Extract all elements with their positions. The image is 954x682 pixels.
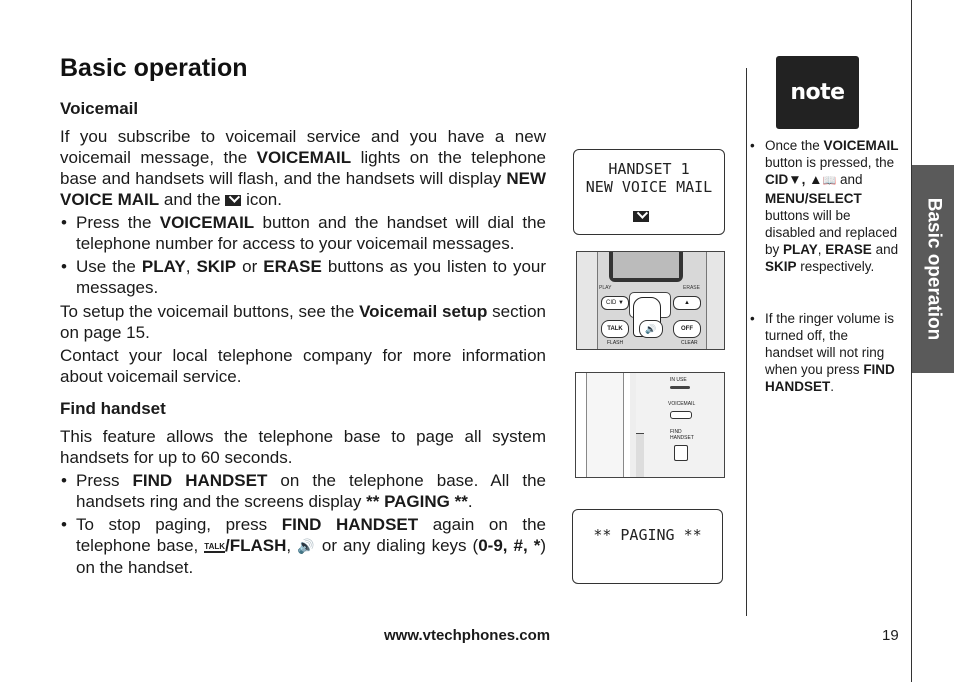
cid-button[interactable]: CID ▼: [601, 296, 629, 310]
in-use-light: [670, 386, 690, 389]
star-key-icon: *: [533, 536, 541, 555]
section-tab-label: Basic operation: [923, 197, 945, 341]
erase-label: ERASE: [683, 285, 700, 291]
note-badge: note: [776, 56, 859, 129]
voicemail-heading: Voicemail: [60, 99, 139, 118]
handset-keypad-illustration: [576, 251, 725, 350]
page-number: 19: [882, 627, 899, 644]
telephone-base-illustration: [575, 372, 725, 478]
lcd-paging-line: ** PAGING **: [593, 526, 702, 544]
voicemail-button[interactable]: [670, 411, 692, 419]
page-title: Basic operation: [60, 54, 248, 82]
talk-icon: TALK: [204, 542, 226, 551]
find-handset-bullet-2: • To stop paging, press FIND HANDSET again on the telephone base, TALK/FLASH, 🔊 or any dialing keys (0-9, #, *) on the handset.: [76, 514, 546, 578]
clear-label: CLEAR: [681, 340, 698, 346]
find-handset-label: FIND HANDSET: [670, 429, 694, 441]
voicemail-intro: If you subscribe to voicemail service and you have a new voicemail message, the VOICEMAIL lights on the telephone base and handsets will flash, and the handsets will display NEW VOICE MAIL and the icon.: [60, 127, 546, 209]
phonebook-icon: 📖: [822, 175, 837, 187]
lcd-screen-paging: [572, 509, 723, 584]
find-handset-intro: This feature allows the telephone base to page all system handsets for up to 60 seconds.: [60, 427, 546, 467]
talk-button[interactable]: TALK: [601, 320, 629, 338]
note-item-1: • Once the VOICEMAIL button is pressed, the CID▼, ▲📖 and MENU/SELECT buttons will be disabled and replaced by PLAY, ERASE and SKIP respectively.: [765, 137, 899, 275]
voicemail-contact-text: Contact your local telephone company for more information about voicemail service.: [60, 346, 546, 386]
speaker-button[interactable]: 🔊: [639, 320, 663, 338]
lcd-line-1: HANDSET 1: [608, 160, 690, 178]
up-arrow-button[interactable]: ▲: [673, 296, 701, 310]
lcd-screen-voicemail: [573, 149, 725, 235]
find-handset-button[interactable]: [674, 445, 688, 461]
in-use-label: IN USE: [670, 377, 687, 383]
flash-label: FLASH: [607, 340, 624, 346]
find-handset-heading: Find handset: [60, 399, 166, 418]
envelope-icon: [633, 208, 649, 226]
voicemail-bullet-1: • Press the VOICEMAIL button and the handset will dial the telephone number for access to your voicemail messages.: [76, 212, 546, 254]
find-handset-bullet-1: • Press FIND HANDSET on the telephone base. All the handsets ring and the screens display ** PAGING **.: [76, 470, 546, 512]
play-label: PLAY: [599, 285, 612, 291]
note-item-2: • If the ringer volume is turned off, the handset will not ring when you press FIND HANDSET.: [765, 310, 899, 395]
lcd-line-2: NEW VOICE MAIL: [585, 178, 713, 196]
column-divider: [746, 68, 747, 616]
off-button[interactable]: OFF: [673, 320, 701, 338]
speaker-icon: 🔊: [297, 538, 316, 554]
voicemail-bullet-2: • Use the PLAY, SKIP or ERASE buttons as you listen to your messages.: [76, 256, 546, 298]
footer-url[interactable]: www.vtechphones.com: [384, 627, 551, 644]
voicemail-setup-text: To setup the voicemail buttons, see the Voicemail setup section on page 15.: [60, 302, 546, 342]
voicemail-label: VOICEMAIL: [668, 401, 696, 407]
envelope-icon: [225, 195, 241, 206]
